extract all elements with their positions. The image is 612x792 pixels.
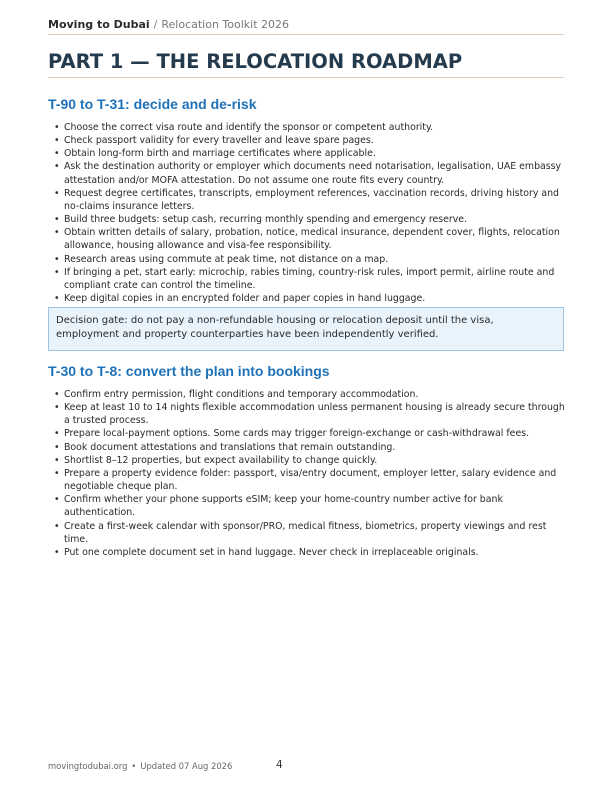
header-subtitle: Relocation Toolkit 2026 <box>161 18 290 31</box>
list-item: • Check passport validity for every traveller and leave spare pages. <box>54 134 566 147</box>
list-item: • Obtain written details of salary, probation, notice, medical insurance, dependent cover, flights, relocation allowance, housing allowance and visa-fee responsibility. <box>54 226 566 252</box>
list-item: • Build three budgets: setup cash, recurring monthly spending and emergency reserve. <box>54 213 566 226</box>
checklist-decide-derisk <box>54 121 566 305</box>
footer-site: movingtodubai.org <box>48 761 128 771</box>
header-separator: / <box>153 18 158 31</box>
page-footer <box>48 760 348 772</box>
list-item: • Prepare a property evidence folder: passport, visa/entry document, employer letter, salary evidence and negotiable cheque plan. <box>54 467 566 493</box>
running-header <box>48 18 564 35</box>
section-title-bookings: T-30 to T-8: convert the plan into bookings <box>48 363 330 379</box>
list-item: • Ask the destination authority or employer which documents need notarisation, legalisation, UAE embassy attestation and/or MOFA attestation. Do not assume one route fits every country. <box>54 160 566 186</box>
list-item: • Create a first-week calendar with sponsor/PRO, medical fitness, biometrics, property viewings and rest time. <box>54 520 566 546</box>
checklist-bookings <box>54 388 566 559</box>
list-item: • Keep at least 10 to 14 nights flexible accommodation unless permanent housing is already secure through a trusted process. <box>54 401 566 427</box>
header-brand: Moving to Dubai <box>48 18 150 31</box>
list-item: • If bringing a pet, start early: microchip, rabies timing, country-risk rules, import permit, airline route and compliant crate can control the timeline. <box>54 266 566 292</box>
part-title: PART 1 — THE RELOCATION ROADMAP <box>48 50 564 78</box>
footer-bullet: • <box>131 761 137 771</box>
list-item: • Obtain long-form birth and marriage certificates where applicable. <box>54 147 566 160</box>
list-item: • Prepare local-payment options. Some cards may trigger foreign-exchange or cash-withdrawal fees. <box>54 427 566 440</box>
footer-updated: Updated 07 Aug 2026 <box>140 761 233 771</box>
list-item: • Confirm entry permission, flight conditions and temporary accommodation. <box>54 388 566 401</box>
page-number: 4 <box>276 759 283 771</box>
list-item: • Choose the correct visa route and identify the sponsor or competent authority. <box>54 121 566 134</box>
list-item: • Research areas using commute at peak time, not distance on a map. <box>54 253 566 266</box>
section-title-decide-derisk: T-90 to T-31: decide and de-risk <box>48 96 257 112</box>
decision-gate-callout: Decision gate: do not pay a non-refundable housing or relocation deposit until the visa, employment and property counterparties have been independently verified. <box>48 307 564 351</box>
list-item: • Keep digital copies in an encrypted folder and paper copies in hand luggage. <box>54 292 566 305</box>
list-item: • Put one complete document set in hand luggage. Never check in irreplaceable originals. <box>54 546 566 559</box>
list-item: • Request degree certificates, transcripts, employment references, vaccination records, driving history and no-claims insurance letters. <box>54 187 566 213</box>
list-item: • Shortlist 8–12 properties, but expect availability to change quickly. <box>54 454 566 467</box>
list-item: • Confirm whether your phone supports eSIM; keep your home-country number active for bank authentication. <box>54 493 566 519</box>
list-item: • Book document attestations and translations that remain outstanding. <box>54 441 566 454</box>
